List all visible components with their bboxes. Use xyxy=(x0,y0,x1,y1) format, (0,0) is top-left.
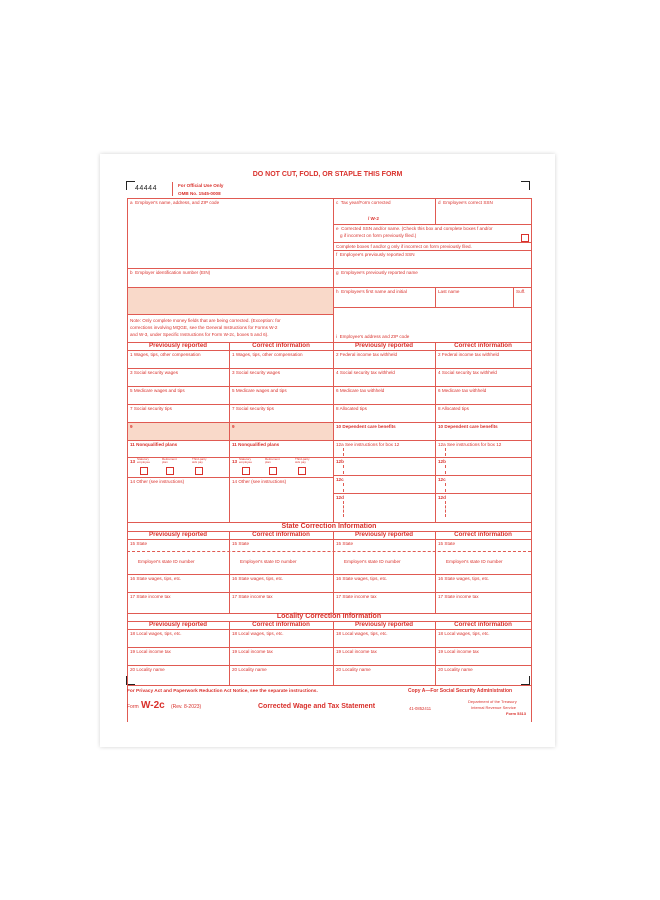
control-number: 44444 xyxy=(135,185,157,192)
complete-boxes-note: Complete boxes f and/or g only if incorrect on form previously filed. xyxy=(336,244,472,249)
label: b xyxy=(130,270,133,275)
box1-correct[interactable]: 1 Wages, tips, other compensation xyxy=(232,352,303,357)
box16-correct-2[interactable]: 16 State wages, tips, etc. xyxy=(438,576,490,581)
dots xyxy=(343,448,344,456)
label: Employee's address and ZIP code xyxy=(339,334,410,339)
dots xyxy=(445,448,446,456)
box8-prev[interactable]: 8 Allocated tips xyxy=(336,406,367,411)
rule xyxy=(127,685,531,686)
rule xyxy=(127,551,531,552)
col-correct-2: Correct information xyxy=(454,342,512,349)
retirement-plan-prev-checkbox[interactable] xyxy=(166,467,174,475)
locality-col-correct-1: Correct information xyxy=(252,621,310,628)
box-g-previous-name[interactable] xyxy=(336,270,418,275)
rule xyxy=(127,647,531,648)
statutory-employee-label: Statutory employee xyxy=(137,457,151,465)
box15-prev-1[interactable]: 15 State xyxy=(130,541,148,546)
box5-correct[interactable]: 5 Medicare wages and tips xyxy=(232,388,287,393)
copy-a-label: Copy A—For Social Security Administration xyxy=(408,688,513,694)
locality-section-title: Locality Correction Information xyxy=(276,613,382,620)
box-c-value: / W-2 xyxy=(368,216,379,221)
box15-prev-2[interactable]: 15 State xyxy=(336,541,354,546)
dots xyxy=(343,465,344,474)
box17-correct-1[interactable]: 17 State income tax xyxy=(232,594,273,599)
box11-prev[interactable]: 11 Nonqualified plans xyxy=(130,442,178,447)
rule xyxy=(127,198,128,722)
box19-prev-2[interactable]: 19 Local income tax xyxy=(336,649,377,654)
box12d-prev[interactable]: 12d xyxy=(336,495,344,500)
box11-correct[interactable]: 11 Nonqualified plans xyxy=(232,442,280,447)
box4-prev[interactable]: 4 Social security tax withheld xyxy=(336,370,395,375)
rule xyxy=(127,477,333,478)
rule xyxy=(333,307,531,308)
box-d-correct-ssn[interactable] xyxy=(438,200,493,205)
rule xyxy=(127,268,531,269)
box20-prev-1[interactable]: 20 Locality name xyxy=(130,667,165,672)
rule xyxy=(127,574,531,575)
rule xyxy=(127,198,531,199)
box6-prev[interactable]: 6 Medicare tax withheld xyxy=(336,388,385,393)
omb-number: OMB No. 1545-0008 xyxy=(178,191,221,196)
box20-correct-2[interactable]: 20 Locality name xyxy=(438,667,473,672)
label: c xyxy=(336,200,339,205)
rule xyxy=(435,342,436,522)
box17-prev-1[interactable]: 17 State income tax xyxy=(130,594,171,599)
rule xyxy=(513,287,514,307)
box12c-prev[interactable]: 12c xyxy=(336,477,344,482)
corner-mark-br xyxy=(521,676,530,685)
rule xyxy=(127,404,531,405)
box10-correct[interactable]: 10 Dependent care benefits xyxy=(438,424,498,429)
box17-prev-2[interactable]: 17 State income tax xyxy=(336,594,377,599)
form-name: W-2c xyxy=(141,700,165,711)
box9-correct-shade xyxy=(230,423,333,440)
box14-correct[interactable]: 14 Other (see instructions) xyxy=(232,479,287,484)
box12b-prev[interactable]: 12b xyxy=(336,459,344,464)
rule xyxy=(435,621,436,685)
label: e xyxy=(336,226,339,231)
locality-col-prev-1: Previously reported xyxy=(148,621,208,628)
box15-correct-1[interactable]: 15 State xyxy=(232,541,250,546)
box13-prev-label: 13 xyxy=(130,459,136,464)
label: Tax year/Form corrected xyxy=(340,200,391,205)
box-c-tax-year[interactable] xyxy=(336,200,391,205)
box16-prev-2[interactable]: 16 State wages, tips, etc. xyxy=(336,576,388,581)
box12a-prev[interactable]: 12a See instructions for box 12 xyxy=(336,442,400,447)
rule xyxy=(333,250,531,251)
box15-correct-2[interactable]: 15 State xyxy=(438,541,456,546)
box18-correct-2[interactable]: 18 Local wages, tips, etc. xyxy=(438,631,490,636)
box16-prev-1[interactable]: 16 State wages, tips, etc. xyxy=(130,576,182,581)
box9-prev[interactable]: 9 xyxy=(130,424,133,429)
dots xyxy=(343,483,344,492)
dots xyxy=(343,501,344,517)
retirement-plan-label: Retirement plan xyxy=(162,457,177,465)
statutory-employee-prev-checkbox[interactable] xyxy=(140,467,148,475)
label: g xyxy=(336,270,339,275)
box4-correct[interactable]: 4 Social security tax withheld xyxy=(438,370,497,375)
privacy-notice: For Privacy Act and Paperwork Reduction Act Notice, see the separate instructions. xyxy=(127,689,318,694)
box-h-first-name[interactable] xyxy=(336,289,407,294)
rule xyxy=(435,287,436,307)
label: f xyxy=(336,252,338,257)
locality-col-correct-2: Correct information xyxy=(454,621,512,628)
do-not-cut-notice: DO NOT CUT, FOLD, OR STAPLE THIS FORM xyxy=(252,171,403,178)
rule xyxy=(127,314,333,315)
label: Employer identification number (EIN) xyxy=(135,270,211,275)
dots xyxy=(445,501,446,517)
box20-prev-2[interactable]: 20 Locality name xyxy=(336,667,371,672)
official-use-label: For Official Use Only xyxy=(178,183,224,188)
state-id-correct-2[interactable]: Employer's state ID number xyxy=(446,559,503,564)
box16-correct-1[interactable]: 16 State wages, tips, etc. xyxy=(232,576,284,581)
label: Employee's previously reported SSN xyxy=(339,252,415,257)
box-f-previous-ssn[interactable] xyxy=(336,252,415,257)
form-revision: (Rev. 8-2023) xyxy=(171,704,202,710)
box-e-label xyxy=(336,226,493,231)
rule xyxy=(333,621,334,685)
rule xyxy=(127,440,531,441)
rule xyxy=(333,342,334,522)
col-prev-2: Previously reported xyxy=(354,342,414,349)
box13-correct-label: 13 xyxy=(232,459,238,464)
rule xyxy=(435,531,436,613)
label: Employee's previously reported name xyxy=(341,270,418,275)
rule xyxy=(127,629,531,630)
dept-treasury: Department of the Treasury xyxy=(468,699,517,704)
label: Employee's first name and initial xyxy=(341,289,407,294)
rule xyxy=(127,665,531,666)
rule xyxy=(435,198,436,224)
third-party-sick-pay-label: Third-party sick pay xyxy=(295,457,310,465)
box9-prev-shade xyxy=(128,423,229,440)
dots xyxy=(445,483,446,492)
box7-correct[interactable]: 7 Social security tips xyxy=(232,406,274,411)
label: Corrected SSN and/or name. (Check this box and complete boxes f and/or xyxy=(341,226,493,231)
state-id-prev-2[interactable]: Employer's state ID number xyxy=(344,559,401,564)
box2-correct[interactable]: 2 Federal income tax withheld xyxy=(438,352,500,357)
box-i-address[interactable] xyxy=(336,334,409,339)
label: d xyxy=(438,200,441,205)
label: a xyxy=(130,200,133,205)
box19-correct-1[interactable]: 19 Local income tax xyxy=(232,649,273,654)
rule xyxy=(333,224,531,225)
state-col-prev-2: Previously reported xyxy=(354,531,414,538)
locality-col-prev-2: Previously reported xyxy=(354,621,414,628)
rule xyxy=(127,592,531,593)
box18-prev-1[interactable]: 18 Local wages, tips, etc. xyxy=(130,631,182,636)
w2c-form-sheet xyxy=(100,154,555,747)
state-section-title: State Correction Information xyxy=(281,523,377,530)
box-a-employer-name[interactable] xyxy=(130,200,219,205)
control-number-box[interactable] xyxy=(128,182,173,196)
box19-prev-1[interactable]: 19 Local income tax xyxy=(130,649,171,654)
rule xyxy=(531,198,532,722)
box5-prev[interactable]: 5 Medicare wages and tips xyxy=(130,388,185,393)
box7-prev[interactable]: 7 Social security tips xyxy=(130,406,172,411)
note-line-3: and W-3, under Specific Instructions for Form W-2c, boxes 5 and 6). xyxy=(130,332,269,337)
suffix-label[interactable]: Suff. xyxy=(516,289,526,294)
label: Employee's correct SSN xyxy=(443,200,493,205)
rule xyxy=(333,475,531,476)
rule xyxy=(127,539,531,540)
note-line-2: corrections involving MQGE, see the General Instructions for Forms W-2 xyxy=(130,325,278,330)
label: h xyxy=(336,289,339,294)
shaded-block xyxy=(128,288,333,314)
box1-prev[interactable]: 1 Wages, tips, other compensation xyxy=(130,352,201,357)
retirement-plan-correct-checkbox[interactable] xyxy=(269,467,277,475)
corrected-ssn-checkbox[interactable] xyxy=(521,234,529,242)
state-col-correct-2: Correct information xyxy=(454,531,512,538)
box10-prev[interactable]: 10 Dependent care benefits xyxy=(336,424,396,429)
state-id-correct-1[interactable]: Employer's state ID number xyxy=(240,559,297,564)
box18-prev-2[interactable]: 18 Local wages, tips, etc. xyxy=(336,631,388,636)
form-title: Corrected Wage and Tax Statement xyxy=(258,703,376,710)
box-b-ein[interactable] xyxy=(130,270,210,275)
third-party-sick-pay-label: Third-party sick pay xyxy=(192,457,207,465)
statutory-employee-label: Statutory employee xyxy=(239,457,253,465)
box18-correct-1[interactable]: 18 Local wages, tips, etc. xyxy=(232,631,284,636)
corner-mark-tr xyxy=(521,181,530,190)
box12b-correct[interactable]: 12b xyxy=(438,459,446,464)
rule xyxy=(127,386,531,387)
form-code: 41-0852411 xyxy=(409,706,432,711)
rule xyxy=(333,242,531,243)
box9-correct[interactable]: 9 xyxy=(232,424,235,429)
irs-label: Internal Revenue Service xyxy=(471,705,516,710)
note-line-1: Note: Only complete money fields that are being corrected. (Exception: for xyxy=(130,318,281,323)
box12d-correct[interactable]: 12d xyxy=(438,495,446,500)
form-5313: Form 5313 xyxy=(506,711,527,716)
rule xyxy=(333,493,531,494)
box3-prev[interactable]: 3 Social security wages xyxy=(130,370,179,375)
third-party-sick-pay-prev-checkbox[interactable] xyxy=(195,467,203,475)
col-prev-1: Previously reported xyxy=(148,342,208,349)
statutory-employee-correct-checkbox[interactable] xyxy=(242,467,250,475)
box3-correct[interactable]: 3 Social security wages xyxy=(232,370,281,375)
rule xyxy=(127,457,531,458)
box8-correct[interactable]: 8 Allocated tips xyxy=(438,406,469,411)
rule xyxy=(229,531,230,613)
state-id-prev-1[interactable]: Employer's state ID number xyxy=(138,559,195,564)
box-e-label-line2: g if incorrect on form previously filed.) xyxy=(340,233,417,238)
box6-correct[interactable]: 6 Medicare tax withheld xyxy=(438,388,487,393)
rule xyxy=(333,198,334,342)
rule xyxy=(127,368,531,369)
state-col-correct-1: Correct information xyxy=(252,531,310,538)
last-name-label[interactable]: Last name xyxy=(438,289,460,294)
box17-correct-2[interactable]: 17 State income tax xyxy=(438,594,479,599)
box20-correct-1[interactable]: 20 Locality name xyxy=(232,667,267,672)
label: Employer's name, address, and ZIP code xyxy=(135,200,220,205)
box19-correct-2[interactable]: 19 Local income tax xyxy=(438,649,479,654)
box2-prev[interactable]: 2 Federal income tax withheld xyxy=(336,352,398,357)
rule xyxy=(333,531,334,613)
label: i xyxy=(336,334,338,339)
rule xyxy=(229,621,230,685)
rule xyxy=(127,350,531,351)
box14-prev[interactable]: 14 Other (see instructions) xyxy=(130,479,185,484)
state-col-prev-1: Previously reported xyxy=(148,531,208,538)
dots xyxy=(445,465,446,474)
box12c-correct[interactable]: 12c xyxy=(438,477,446,482)
box12a-correct[interactable]: 12a See instructions for box 12 xyxy=(438,442,502,447)
retirement-plan-label: Retirement plan xyxy=(265,457,280,465)
col-correct-1: Correct information xyxy=(252,342,310,349)
form-word: Form xyxy=(127,704,139,710)
third-party-sick-pay-correct-checkbox[interactable] xyxy=(298,467,306,475)
